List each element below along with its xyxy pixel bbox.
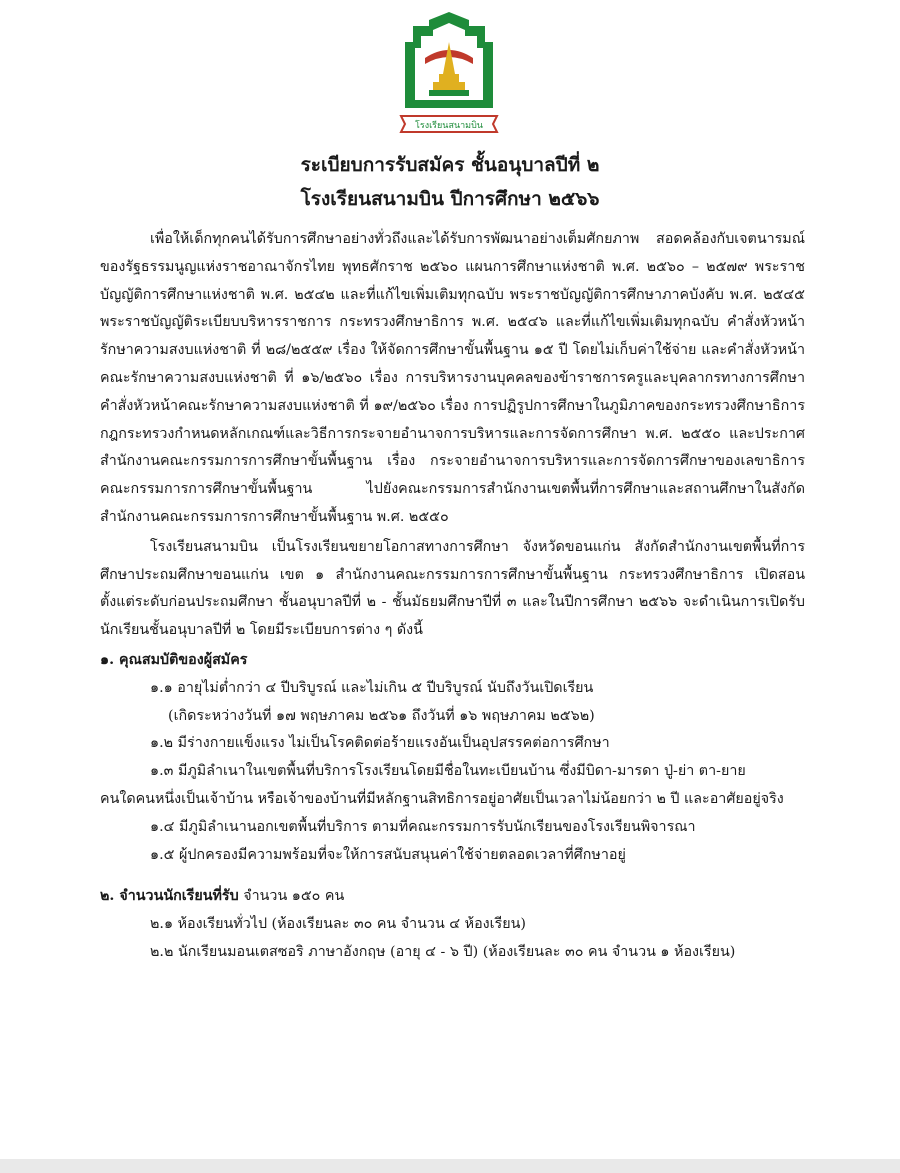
section-2-item-1: ๒.๑ ห้องเรียนทั่วไป (ห้องเรียนละ ๓๐ คน จำนวน ๔ ห้องเรียน) — [150, 916, 526, 933]
section-2-heading-count: จำนวน ๑๕๐ คน — [238, 888, 345, 905]
section-1-item-1 — [100, 675, 805, 731]
section-1-item-1-note: (เกิดระหว่างวันที่ ๑๗ พฤษภาคม ๒๕๖๑ ถึงวันที่ ๑๖ พฤษภาคม ๒๕๖๒) — [168, 707, 595, 724]
page-title: ระเบียบการรับสมัคร ชั้นอนุบาลปีที่ ๒ — [300, 154, 600, 176]
section-1-item-4: ๑.๔ มีภูมิลำเนานอกเขตพื้นที่บริการ ตามที่คณะกรรมการรับนักเรียนของโรงเรียนพิจารณา — [150, 818, 696, 835]
section-1-item-5: ๑.๕ ผู้ปกครองมีความพร้อมที่จะให้การสนับสนุนค่าใช้จ่ายตลอดเวลาที่ศึกษาอยู่ — [150, 846, 626, 863]
logo-ribbon-text: โรงเรียนสนามบิน — [415, 121, 483, 131]
page-subtitle: โรงเรียนสนามบิน ปีการศึกษา ๒๕๖๖ — [300, 188, 600, 210]
section-1-item-3-line-2: คนใดคนหนึ่งเป็นเจ้าบ้าน หรือเจ้าของบ้านที่มีหลักฐานสิทธิการอยู่อาศัยเป็นเวลาไม่น้อยกว่า ๒ ปี และอาศัยอยู่จริง — [100, 790, 784, 807]
intro-paragraph-2: โรงเรียนสนามบิน เป็นโรงเรียนขยายโอกาสทางการศึกษา จังหวัดขอนแก่น สังกัดสำนักงานเขตพื้นที่การศึกษาประถมศึกษาขอนแก่น เขต ๑ สำนักงานคณะกรรมการการศึกษาขั้นพื้นฐาน กระทรวงศึกษาธิการ เปิดสอนตั้งแต่ระดับก่อนประถมศึกษา ชั้นอนุบาลปีที่ ๒ - ชั้นมัธยมศึกษาปีที่ ๓ และในปีการศึกษา ๒๕๖๖ จะดำเนินการเปิดรับนักเรียนชั้นอนุบาลปีที่ ๒ โดยมีระเบียบการต่าง ๆ ดังนี้ — [100, 538, 805, 639]
intro-paragraph-1: เพื่อให้เด็กทุกคนได้รับการศึกษาอย่างทั่วถึงและได้รับการพัฒนาอย่างเต็มศักยภาพ สอดคล้องกับเจตนารมณ์ของรัฐธรรมนูญแห่งราชอาณาจักรไทย พุทธศักราช ๒๕๖๐ แผนการศึกษาแห่งชาติ พ.ศ. ๒๕๖๐ – ๒๕๗๙ พระราชบัญญัติการศึกษาแห่งชาติ พ.ศ. ๒๕๔๒ และที่แก้ไขเพิ่มเติมทุกฉบับ พระราชบัญญัติการศึกษาภาคบังคับ พ.ศ. ๒๕๔๕ พระราชบัญญัติระเบียบบริหารราชการ กระทรวงศึกษาธิการ พ.ศ. ๒๕๔๖ และที่แก้ไขเพิ่มเติมทุกฉบับ คำสั่งหัวหน้ารักษาความสงบแห่งชาติ ที่ ๒๘/๒๕๕๙ เรื่อง ให้จัดการศึกษาขั้นพื้นฐาน ๑๕ ปี โดยไม่เก็บค่าใช้จ่าย และคำสั่งหัวหน้าคณะรักษาความสงบแห่งชาติ ที่ ๑๖/๒๕๖๐ เรื่อง การบริหารงานบุคคลของข้าราชการครูและบุคลากรทางการศึกษา คำสั่งหัวหน้าคณะรักษาความสงบแห่งชาติ ที่ ๑๙/๒๕๖๐ เรื่อง การปฏิรูปการศึกษาในภูมิภาคของกระทรวงศึกษาธิการ กฎกระทรวงกำหนดหลักเกณฑ์และวิธีการกระจายอำนาจการบริหารและการจัดการศึกษา พ.ศ. ๒๕๕๐ และประกาศสำนักงานคณะกรรมการการศึกษาขั้นพื้นฐาน เรื่อง กระจายอำนาจการบริหารและการจัดการศึกษาของเลขาธิการคณะกรรมการการศึกษาขั้นพื้นฐาน ไปยังคณะกรรมการสำนักงานเขตพื้นที่การศึกษาและสถานศึกษาในสังกัดสำนักงานคณะกรรมการการศึกษาขั้นพื้นฐาน พ.ศ. ๒๕๕๐ — [100, 231, 805, 525]
section-1-item-2: ๑.๒ มีร่างกายแข็งแรง ไม่เป็นโรคติดต่อร้ายแรงอันเป็นอุปสรรคต่อการศึกษา — [150, 735, 610, 752]
section-2-heading — [100, 883, 805, 911]
section-1-item-3-line-1: ๑.๓ มีภูมิลำเนาในเขตพื้นที่บริการโรงเรียนโดยมีชื่อในทะเบียนบ้าน ซึ่งมีบิดา-มารดา ปู่-ย่า ตา-ยาย — [150, 763, 746, 780]
section-2-heading-label: ๒. จำนวนนักเรียนที่รับ — [100, 888, 239, 905]
section-2-item-2: ๒.๒ นักเรียนมอนเตสซอริ ภาษาอังกฤษ (อายุ ๔ - ๖ ปี) (ห้องเรียนละ ๓๐ คน จำนวน ๑ ห้องเรียน) — [150, 943, 736, 960]
page-bottom-strip — [0, 1159, 900, 1173]
document-body — [100, 226, 805, 967]
section-1-heading: ๑. คุณสมบัติของผู้สมัคร — [100, 651, 248, 668]
section-1-item-1-text: ๑.๑ อายุไม่ต่ำกว่า ๔ ปีบริบูรณ์ และไม่เกิน ๕ ปีบริบูรณ์ นับถึงวันเปิดเรียน — [150, 679, 594, 696]
school-emblem-icon — [399, 12, 499, 142]
